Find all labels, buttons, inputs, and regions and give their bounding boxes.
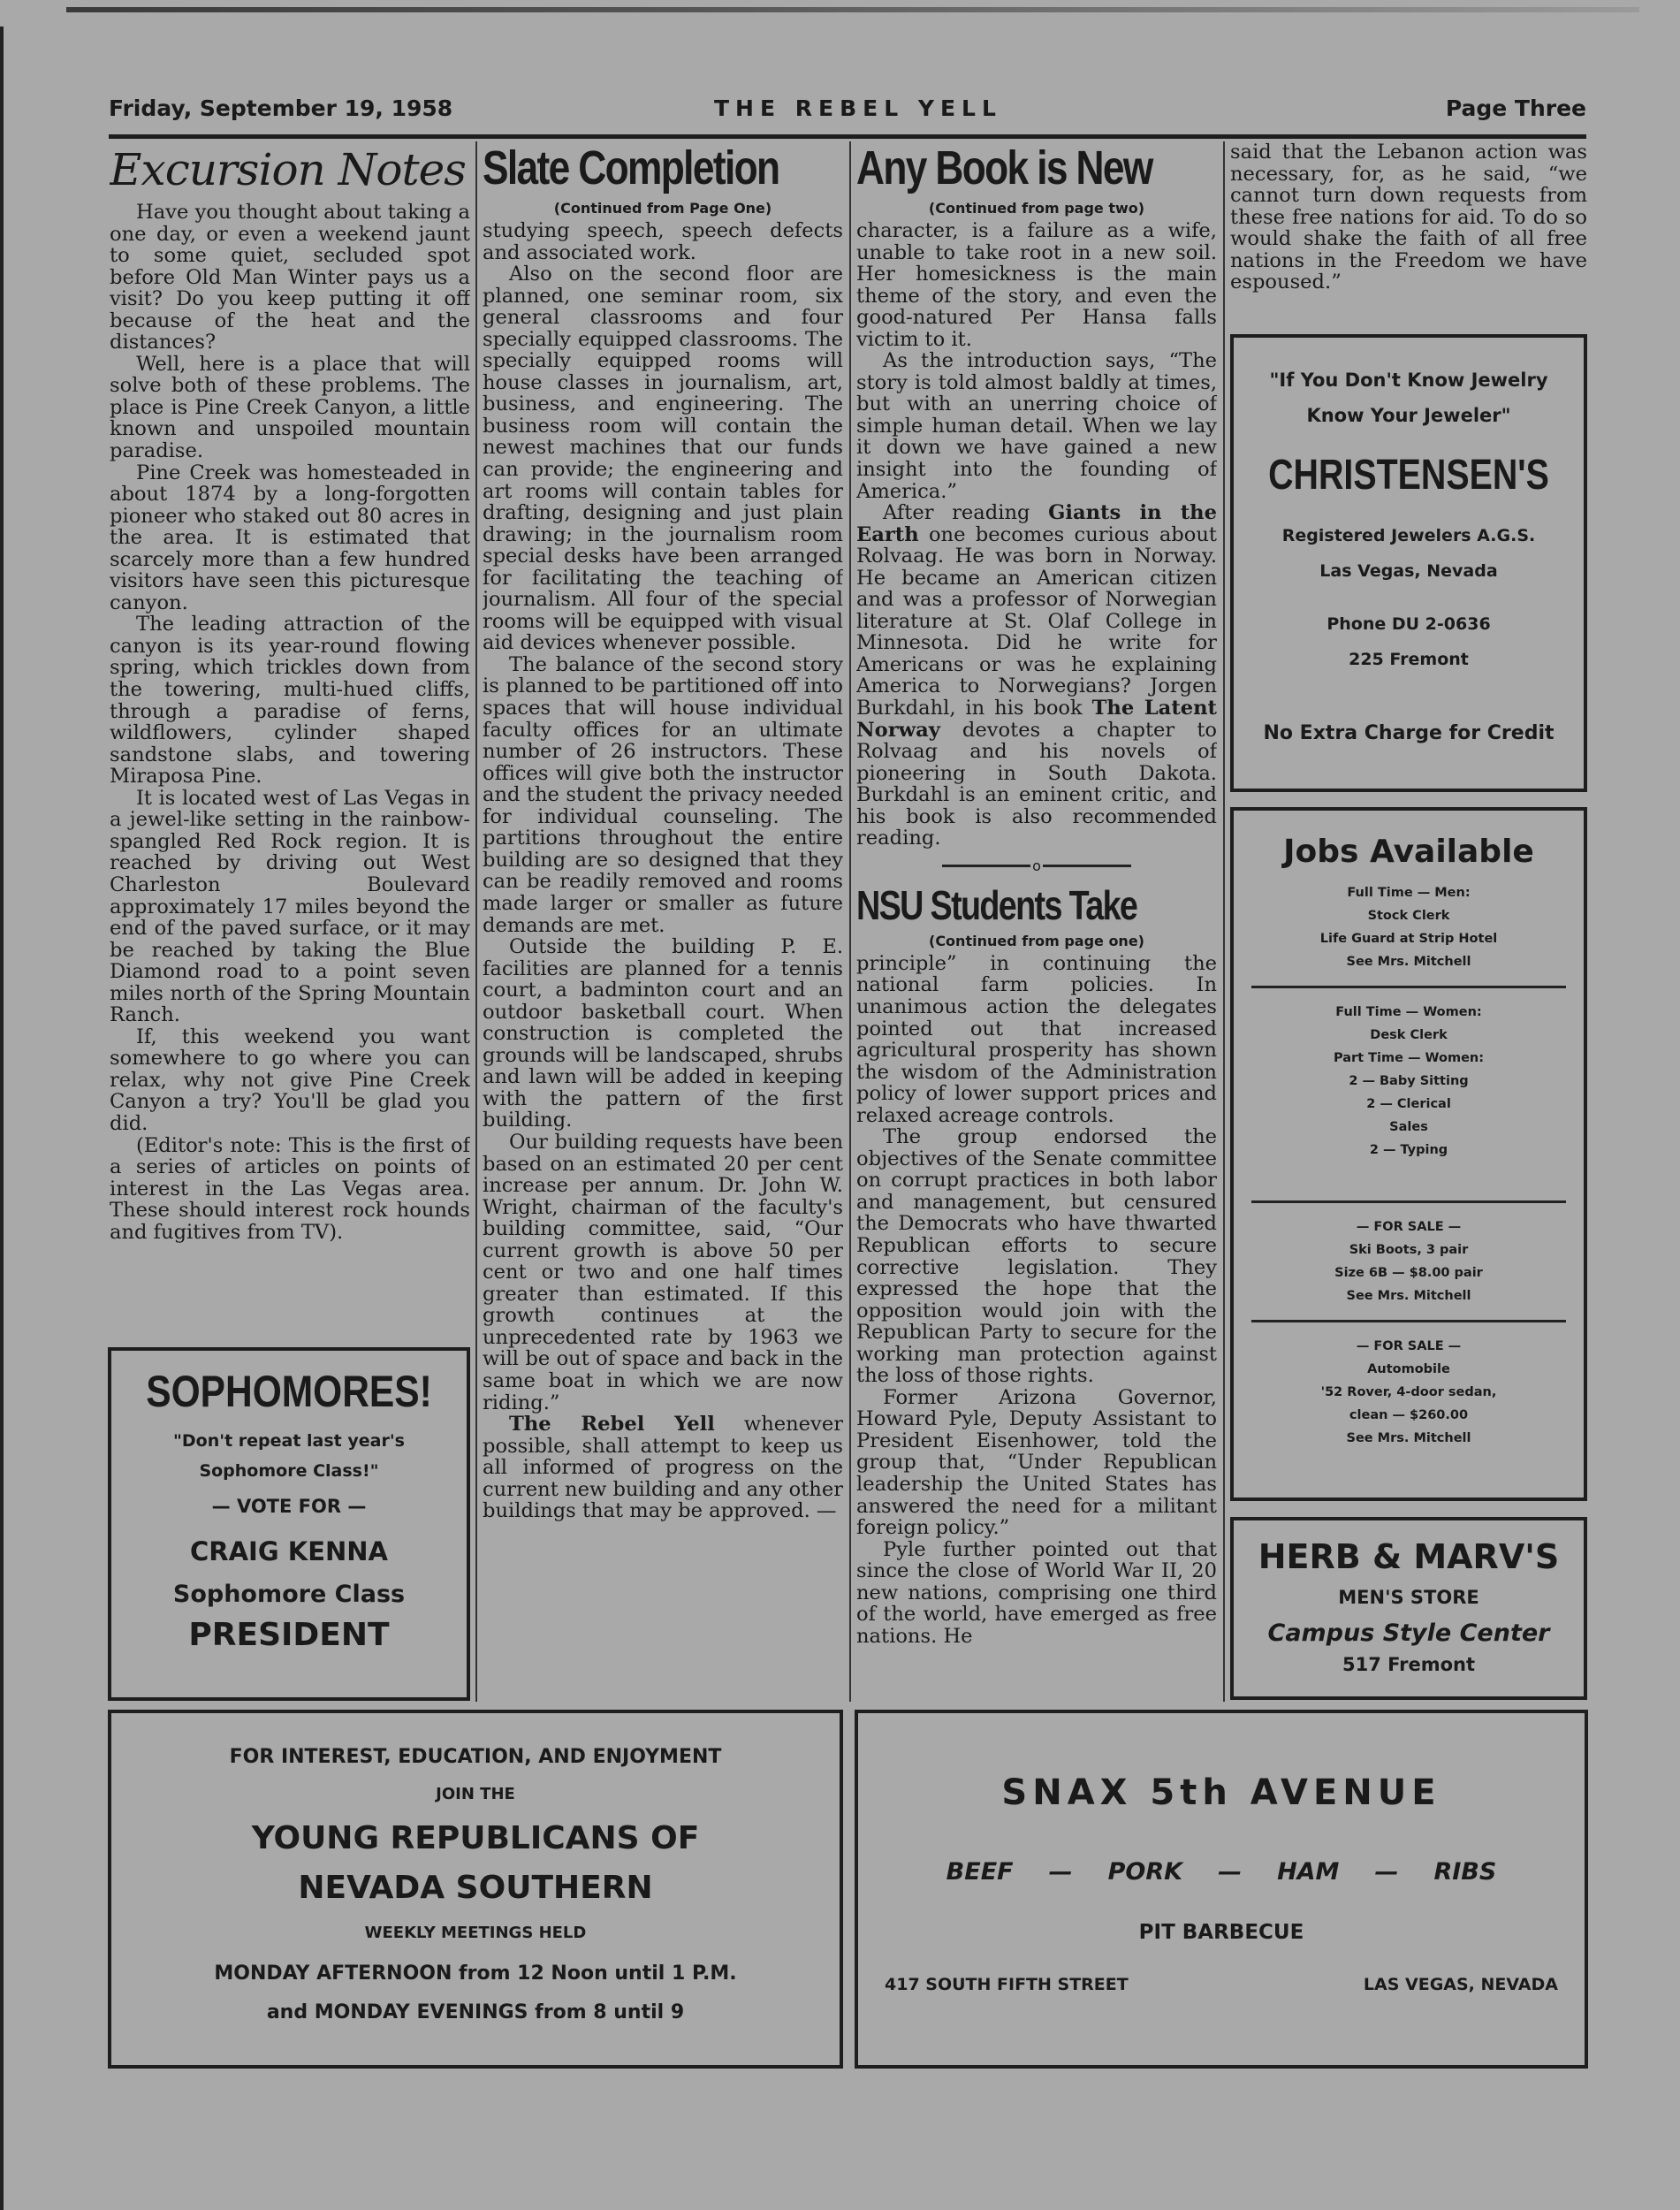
sale-line: See Mrs. Mitchell [1346,1431,1471,1445]
job-line: Sales [1389,1120,1428,1134]
paragraph-text: whenever possible, shall attempt to keep us all informed of progress on the current new building and any other buildings that may be approved. — [483,1413,843,1523]
ad-meeting-time: MONDAY AFTERNOON from 12 Noon until 1 P.M. [214,1962,737,1985]
masthead-rule [109,134,1586,139]
continued-note: (Continued from page two) [928,200,1145,217]
paragraph: character, is a failure as a wife, unable to take root in a new soil. Her homesickness is the main theme of the story, and even the good-natured Per Hansa falls victim to it. [856,219,1217,351]
ad-sophomores [108,1347,470,1701]
masthead [109,94,1586,126]
ad-org-name: NEVADA SOUTHERN [298,1870,653,1906]
job-line: Part Time — Women: [1333,1051,1485,1065]
job-line: Full Time — Men: [1347,886,1471,900]
ad-org-name: YOUNG REPUBLICANS OF [251,1820,700,1856]
ad-young-republicans [108,1710,843,2069]
ad-line: Registered Jewelers A.G.S. [1281,526,1536,545]
book-title: Giants in the Earth [856,501,1217,546]
dash: — [1218,1858,1243,1886]
paragraph: Outside the building P. E. facilities are planned for a tennis court, a badminton court and an outdoor basketball court. When construction is completed the grounds will be landscaped, shrubs and lawn will be added in keeping with the pattern of the first building. [483,935,843,1132]
continued-note: (Continued from Page One) [553,200,772,217]
ad-quote-line: Sophomore Class!" [199,1461,379,1481]
article-separator [856,857,1217,874]
headline: Slate Completion [483,141,779,194]
divider [1251,986,1566,988]
dash: — [1374,1858,1399,1886]
article-slate-completion [483,141,843,1702]
ad-menu [858,1855,1585,1890]
headline: Any Book is New [856,141,1152,194]
newspaper-name: THE REBEL YELL [714,95,1002,121]
ad-store-name: CHRISTENSEN'S [1268,452,1549,499]
ad-headline: SOPHOMORES! [146,1367,432,1416]
sale-line: — FOR SALE — [1356,1220,1462,1234]
menu-item: HAM [1277,1858,1340,1886]
ad-line: JOIN THE [436,1785,515,1803]
column-rule-1 [475,141,477,1702]
paragraph: If, this weekend you want somewhere to go where you can relax, why not give Pine Creek Canyon a try? You'll be glad you did. [110,1025,470,1135]
paragraph: Pyle further pointed out that since the close of World War II, 20 new nations, comprising one third of the world, have emerged as free nations. He [856,1537,1217,1648]
ad-address-row [858,1975,1585,1994]
ad-line: Las Vegas, Nevada [1319,561,1498,581]
column-rule-3 [1223,141,1225,1702]
job-line: Stock Clerk [1367,909,1450,923]
dash: — [1048,1858,1073,1886]
separator-glyph: o [1032,857,1041,874]
paragraph-text: devotes a chapter to Rolvaag and his novels of pioneering in South Dakota. Burkdahl is an eminent critic, and his book is also recommended reading. [856,718,1217,850]
ad-store-type: MEN'S STORE [1338,1587,1479,1608]
ad-restaurant-name: SNAX 5th AVENUE [1001,1772,1441,1813]
article-any-book-is-new [856,141,1217,1702]
sale-line: Automobile [1367,1362,1450,1376]
page-edge-band [66,7,1639,12]
ad-address: 517 Fremont [1342,1654,1476,1675]
paragraph: (Editor's note: This is the first of a series of articles on points of interest in the Las Vegas area. These should interest rock hounds and fugitives from TV). [110,1133,470,1244]
paragraph: As the introduction says, “The story is told almost baldly at times, but with an unerring choice of simple human detail. When we lay it down we have gained a new insight into the founding of America.” [856,349,1217,503]
paragraph: The group endorsed the objectives of the Senate committee on corrupt practices in both labor and management, but censured the Democrats who have thwarted Republican efforts to secure corrective legislation. They expressed the hope that the opposition would join with the Republican Party to secure for the working man protection against the loss of those rights. [856,1125,1217,1388]
for-sale-automobile [1234,1335,1584,1450]
paragraph: The leading attraction of the canyon is its year-round flowing spring, which trickles down from the towering, multi-hued cliffs, through a paradise of ferns, wildflowers, cylinder shaped sandstone slabs, and towering Miraposa Pine. [110,613,470,789]
ad-snax-5th-avenue [855,1710,1588,2069]
ad-tagline: Campus Style Center [1267,1619,1550,1647]
headline: Excursion Notes [110,144,466,195]
sale-line: — FOR SALE — [1356,1339,1462,1353]
newspaper-name-inline: The Rebel Yell [509,1413,715,1436]
ad-office: Sophomore Class [172,1581,406,1608]
ad-office-title: PRESIDENT [188,1617,390,1653]
job-line: See Mrs. Mitchell [1346,955,1471,969]
ad-christensens [1230,334,1587,792]
ad-candidate-name: CRAIG KENNA [189,1536,388,1566]
sale-line: Size 6B — $8.00 pair [1334,1266,1483,1280]
ad-food-type: PIT BARBECUE [1138,1921,1304,1944]
divider [1251,1200,1566,1203]
jobs-women [1234,1001,1584,1162]
job-line: 2 — Baby Sitting [1349,1074,1469,1088]
paragraph: studying speech, speech defects and associated work. [483,219,843,264]
paragraph [483,1414,843,1522]
ad-store-name: HERB & MARV'S [1258,1537,1560,1576]
ad-line: FOR INTEREST, EDUCATION, AND ENJOYMENT [229,1746,722,1768]
paragraph: Former Arizona Governor, Howard Pyle, Deputy Assistant to President Eisenhower, told the group that, “Under Republican leadership the United States has answered the need for a militant foreign policy.” [856,1385,1217,1540]
paragraph [856,502,1217,850]
for-sale-ski-boots [1234,1216,1584,1307]
paragraph: said that the Lebanon action was necessary, for, as he said, “we cannot turn down requests from these free nations for aid. To do so would shake the faith of all free nations in the Freedom we have espoused.” [1230,141,1587,294]
sale-line: See Mrs. Mitchell [1346,1289,1471,1303]
job-line: Desk Clerk [1370,1028,1448,1042]
ad-jobs-available [1230,807,1587,1501]
ad-city: LAS VEGAS, NEVADA [1363,1975,1558,1994]
menu-item: RIBS [1433,1858,1497,1886]
sale-line: '52 Rover, 4-door sedan, [1320,1385,1497,1399]
menu-item: BEEF [946,1858,1014,1886]
paragraph: Have you thought about taking a one day, or even a weekend jaunt to some quiet, secluded spot before Old Man Winter pays us a visit? Do you keep putting it off because of the heat and the distances? [110,201,470,354]
ad-meeting-time: and MONDAY EVENINGS from 8 until 9 [266,2001,685,2023]
column-rule-2 [849,141,851,1702]
ad-credit: No Extra Charge for Credit [1263,722,1555,744]
ad-slogan: "If You Don't Know Jewelry [1269,370,1548,391]
ad-phone: Phone DU 2-0636 [1327,614,1491,634]
ad-address: 225 Fremont [1349,650,1469,669]
job-line: Life Guard at Strip Hotel [1319,932,1498,946]
page-edge-left [0,27,4,2210]
sale-line: Ski Boots, 3 pair [1349,1243,1469,1257]
divider [1251,1320,1566,1322]
article-nsu-continuation [1230,141,1587,318]
ad-line: WEEKLY MEETINGS HELD [364,1924,587,1942]
page-number: Page Three [1445,95,1586,121]
ad-quote-line: "Don't repeat last year's [173,1431,405,1451]
paragraph-text: one becomes curious about Rolvaag. He was born in Norway. He became an American citizen and was a professor of Norwegian literature at St. Olaf College in Minnesota. Did he write for Americans or was he explaining America to Norwegians? Jorgen Burkdahl, in his book [856,522,1217,720]
menu-item: PORK [1107,1858,1183,1886]
job-line: 2 — Typing [1369,1143,1448,1157]
job-line: 2 — Clerical [1366,1097,1451,1111]
paragraph: Also on the second floor are planned, one seminar room, six general classrooms and four specially equipped classrooms. The specially equipped rooms will house classes in journalism, art, business, and engineering. The business room will contain the newest machines that our funds can provide; the engineering and art rooms will contain tables for drafting, designing and just plain drawing; in the journalism room special desks have been arranged for facilitating the teaching of journalism. All four of the special rooms will be equipped with visual aid devices whenever possible. [483,263,843,655]
paragraph: principle” in continuing the national farm policies. In unanimous action the delegates pointed out that increased agricultural prosperity has shown the wisdom of the Administration policy of lower support prices and relaxed acreage controls. [856,951,1217,1127]
ad-street: 417 SOUTH FIFTH STREET [885,1975,1129,1994]
job-line: Full Time — Women: [1335,1005,1482,1019]
article-excursion-notes [110,141,470,1348]
sale-line: clean — $260.00 [1349,1408,1469,1422]
issue-date: Friday, September 19, 1958 [109,95,453,121]
ad-vote-for: — VOTE FOR — [211,1496,367,1517]
continued-note: (Continued from page one) [929,932,1144,949]
ad-slogan: Know Your Jeweler" [1306,405,1511,426]
paragraph: The balance of the second story is planned to be partitioned off into spaces that will house individual faculty offices for an ultimate number of 26 instructors. These offices will give both the instructor and the student the privacy needed for individual counseling. The partitions throughout the entire building are so designed that they can be readily removed and rooms made larger or smaller as future demands are met. [483,652,843,937]
jobs-men [1234,881,1584,973]
headline-nsu: NSU Students Take [856,881,1137,928]
ad-herb-and-marvs [1230,1517,1587,1700]
paragraph: It is located west of Las Vegas in a jewel-like setting in the rainbow-spangled Red Rock region. It is reached by driving out West Charleston Boulevard approximately 17 miles beyond the end of the paved surface, or it may be reached by taking the Blue Diamond road to a point seven miles north of the Spring Mountain Ranch. [110,786,470,1027]
paragraph: Well, here is a place that will solve both of these problems. The place is Pine Creek Canyon, a little known and unspoiled mountain paradise. [110,352,470,463]
paragraph: Pine Creek was homesteaded in about 1874 by a long-forgotten pioneer who staked out 80 acres in the area. It is estimated that scarcely more than a few hundred visitors have seen this picturesque canyon. [110,461,470,614]
paragraph-text: After reading [883,501,1049,525]
ad-headline: Jobs Available [1283,834,1534,870]
paragraph: Our building requests have been based on an estimated 20 per cent increase per annum. Dr. John W. Wright, chairman of the faculty's building committee, said, “Our current growth is above 50 per cent or two and one half times greater than estimated. If this growth continues at the unprecedented rate by 1963 we will be out of space and back in the same boat in which we are now riding.” [483,1130,843,1414]
book-title: The Latent Norway [856,697,1217,742]
